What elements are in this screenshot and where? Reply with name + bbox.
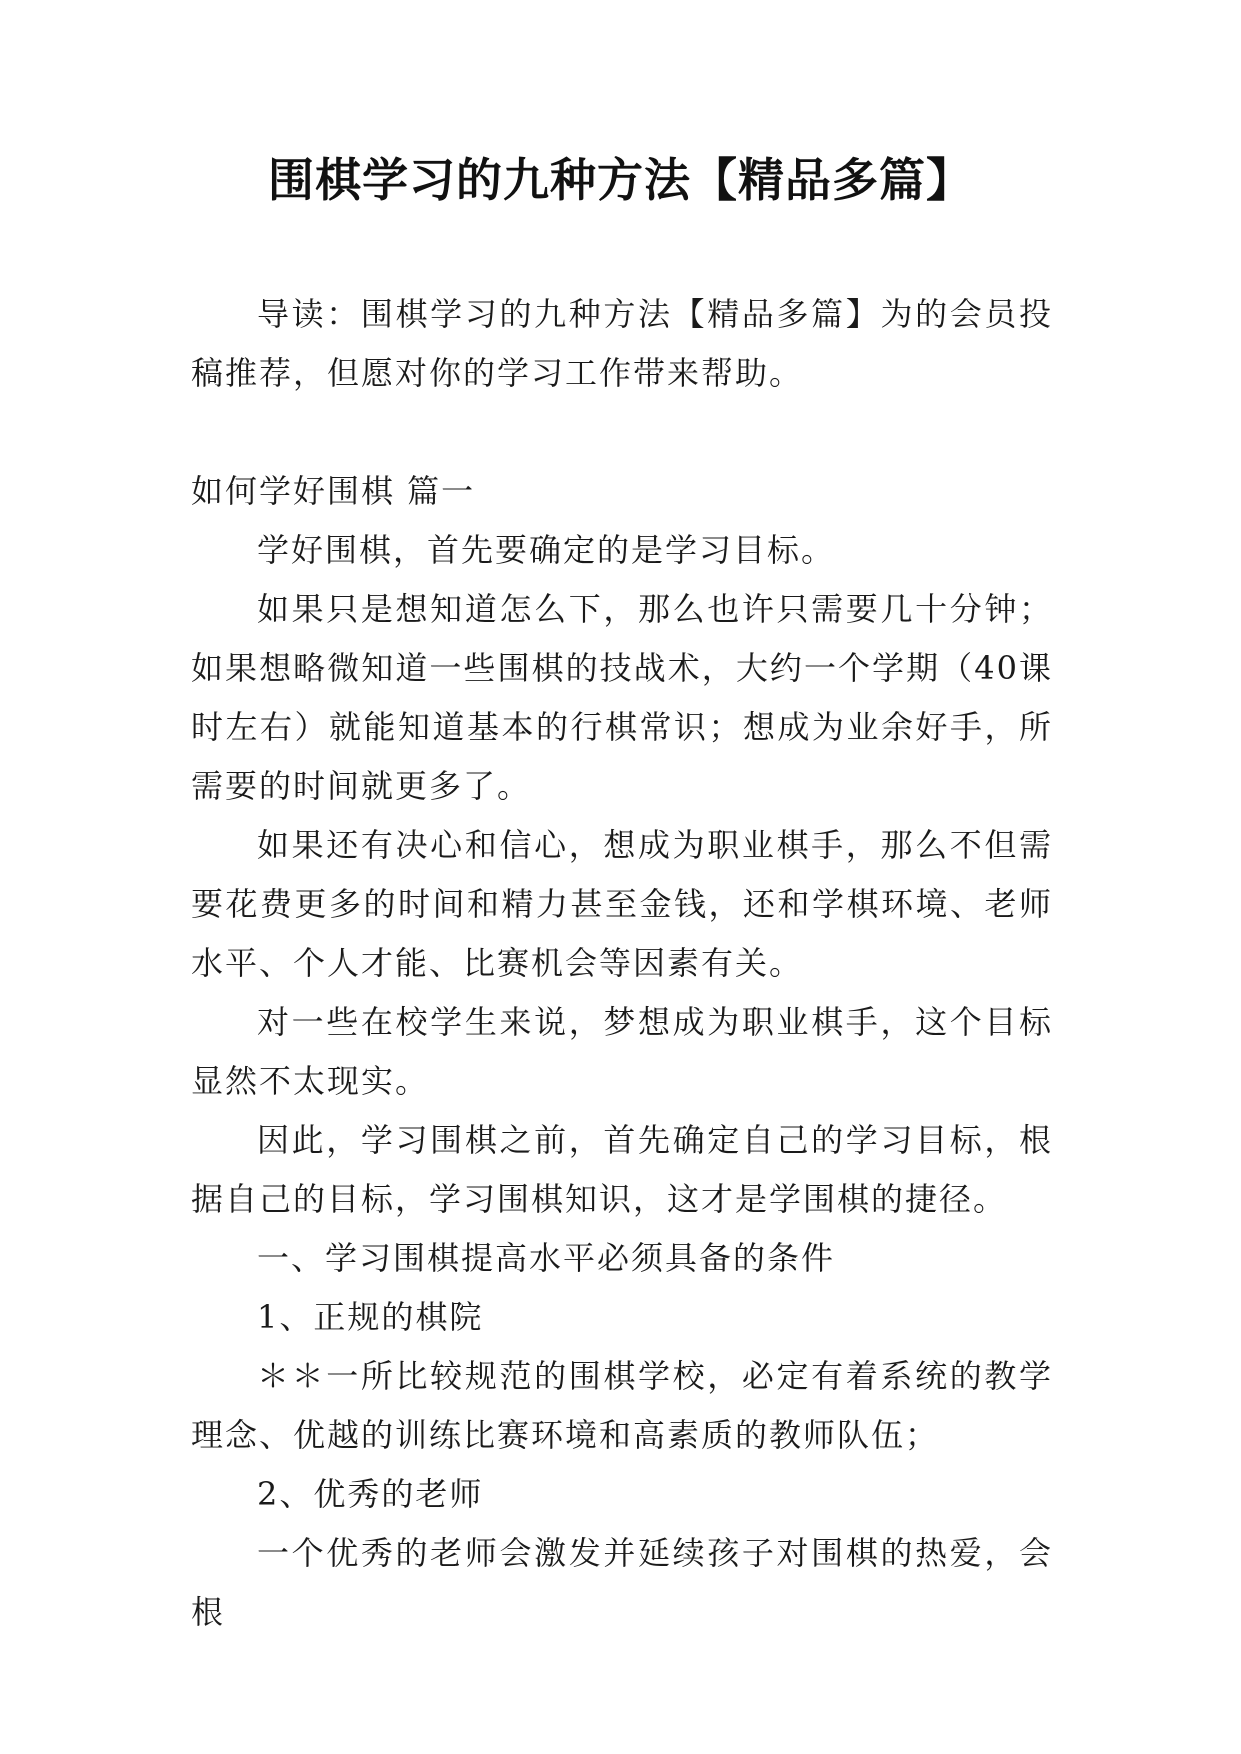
list-item: 2、优秀的老师 bbox=[257, 1475, 484, 1513]
paragraph: 对一些在校学生来说，梦想成为职业棋手，这个目标显然不太现实。 bbox=[191, 1003, 1053, 1100]
document-body bbox=[191, 285, 1053, 1642]
paragraph: ＊＊一所比较规范的围棋学校，必定有着系统的教学理念、优越的训练比赛环境和高素质的教师队伍； bbox=[191, 1357, 1053, 1454]
paragraph: 如果只是想知道怎么下，那么也许只需要几十分钟；如果想略微知道一些围棋的技战术，大约一个学期（40课时左右）就能知道基本的行棋常识；想成为业余好手，所需要的时间就更多了。 bbox=[191, 590, 1053, 805]
paragraph: 一个优秀的老师会激发并延续孩子对围棋的热爱，会根 bbox=[191, 1534, 1053, 1631]
document-title: 围棋学习的九种方法【精品多篇】 bbox=[268, 153, 973, 207]
intro-paragraph: 导读：围棋学习的九种方法【精品多篇】为的会员投稿推荐，但愿对你的学习工作带来帮助。 bbox=[191, 295, 1053, 392]
list-heading: 一、学习围棋提高水平必须具备的条件 bbox=[257, 1239, 836, 1277]
list-item: 1、正规的棋院 bbox=[257, 1298, 484, 1336]
section-heading: 如何学好围棋 篇一 bbox=[191, 472, 476, 510]
paragraph: 学好围棋，首先要确定的是学习目标。 bbox=[257, 531, 836, 569]
paragraph: 因此，学习围棋之前，首先确定自己的学习目标，根据自己的目标，学习围棋知识，这才是学围棋的捷径。 bbox=[191, 1121, 1053, 1218]
paragraph: 如果还有决心和信心，想成为职业棋手，那么不但需要花费更多的时间和精力甚至金钱，还和学棋环境、老师水平、个人才能、比赛机会等因素有关。 bbox=[191, 826, 1053, 982]
